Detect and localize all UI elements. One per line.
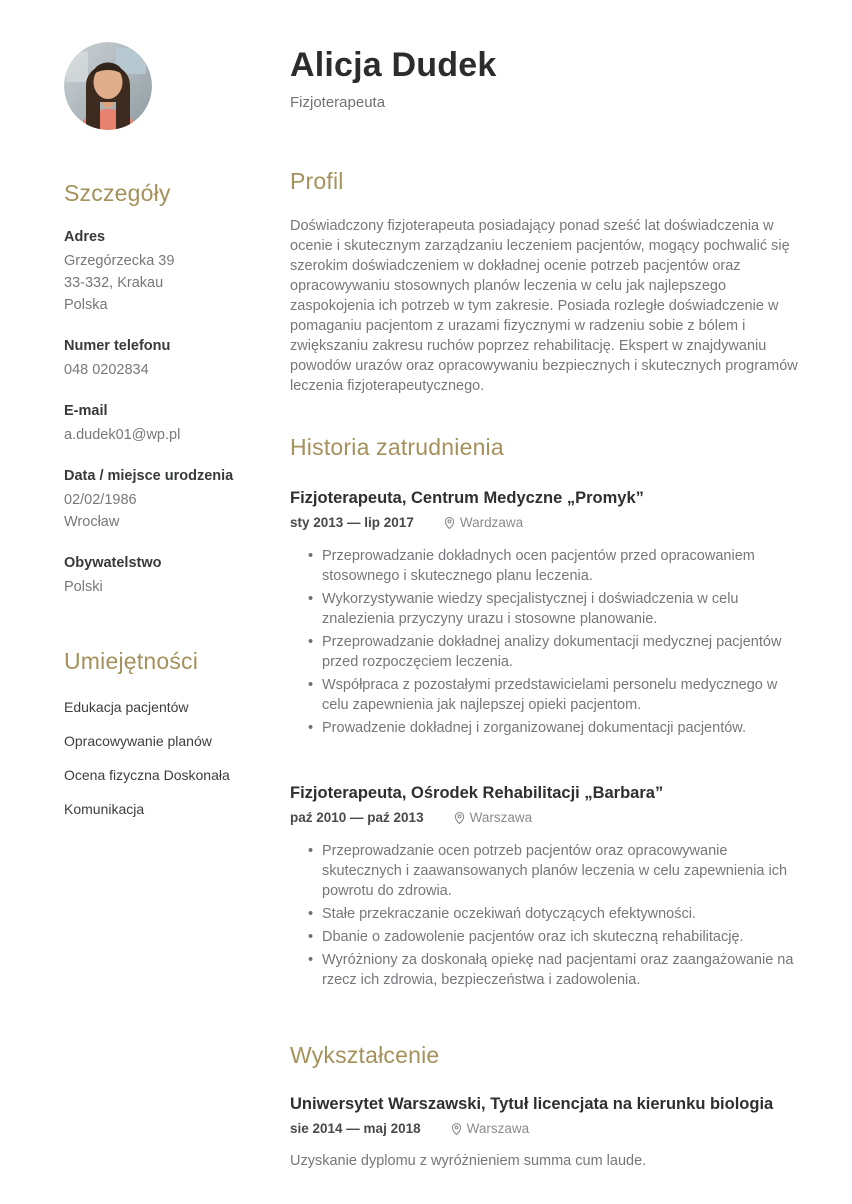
job-bullet: • Wyróżniony za doskonałą opiekę nad pacjentami oraz zaangażowanie na rzecz ich zdrowia, bezpieczeństwa i zadowolenia. xyxy=(322,950,800,990)
details-heading: Szczegóły xyxy=(64,180,171,206)
job-location xyxy=(454,810,533,825)
job-bullet: • Dbanie o zadowolenie pacjentów oraz ich skuteczną rehabilitację. xyxy=(322,927,800,947)
location-pin-icon xyxy=(454,811,465,825)
job-location xyxy=(444,515,523,530)
skill-item: Opracowywanie planów xyxy=(64,733,212,750)
profile-heading: Profil xyxy=(290,168,344,194)
education-dates: sie 2014 — maj 2018 xyxy=(290,1121,421,1136)
job-bullet: • Współpraca z pozostałymi przedstawicielami personelu medycznego w celu zapewnienia jak najlepszej opieki pacjentom. xyxy=(322,675,800,715)
skills-heading: Umiejętności xyxy=(64,648,199,675)
job-bullet: • Wykorzystywanie wiedzy specjalistycznej i doświadczenia w celu znalezienia przyczyny urazu i stosowne planowanie. xyxy=(322,589,800,629)
profile-text: Doświadczony fizjoterapeuta posiadający ponad sześć lat doświadczenia w ocenie i skutecznym zarządzaniu leczeniem pacjentów, mogący pochwalić się szerokim doświadczeniem w dokładnej ocenie potrzeb pacjentów oraz opracowywaniu stosownych planów leczenia w celu jak najlepszego zaspokojenia ich potrzeb w tym zakresie. Posiada rozległe doświadczenie w pomaganiu pacjentom z urazami fizycznymi w radzeniu sobie z bólem i zwiększaniu zakresu ruchów poprzez rehabilitację. Ekspert w znajdywaniu powodów urazów oraz opracowywaniu bezpiecznych i skutecznych programów leczenia fizjoterapeutycznego. xyxy=(290,218,798,394)
education-description: Uzyskanie dyplomu z wyróżnieniem summa cum laude. xyxy=(290,1153,647,1169)
location-pin-icon xyxy=(444,516,455,530)
skill-item: Ocena fizyczna Doskonała xyxy=(64,767,230,784)
job-location-text: Warszawa xyxy=(469,810,533,825)
job-entry xyxy=(290,489,800,738)
job-entry xyxy=(290,784,800,990)
job-bullet: • Przeprowadzanie ocen potrzeb pacjentów oraz opracowywanie skutecznych i zaawansowanych planów leczenia w celu zapewnienia ich powrotu do zdrowia. xyxy=(322,841,800,901)
sidebar xyxy=(64,0,236,1204)
education-location-text: Warszawa xyxy=(466,1121,530,1136)
detail-value: 048 0202834 xyxy=(64,362,149,379)
education-meta xyxy=(290,1121,800,1136)
job-dates: paź 2010 — paź 2013 xyxy=(290,810,424,825)
detail-phone xyxy=(64,338,236,381)
employment-heading: Historia zatrudnienia xyxy=(290,434,504,460)
education-entry xyxy=(290,1095,800,1169)
detail-address xyxy=(64,229,236,316)
job-meta xyxy=(290,810,800,825)
person-name: Alicja Dudek xyxy=(290,46,497,84)
detail-value: Polski xyxy=(64,579,103,596)
detail-label: Adres xyxy=(64,229,106,245)
skill-item: Edukacja pacjentów xyxy=(64,699,189,716)
detail-birth xyxy=(64,468,236,533)
education-heading: Wykształcenie xyxy=(290,1042,440,1068)
education-location xyxy=(451,1121,530,1136)
skills-list xyxy=(64,699,236,817)
skill-item: Komunikacja xyxy=(64,801,145,818)
detail-label: Data / miejsce urodzenia xyxy=(64,468,234,485)
profile-photo xyxy=(64,42,152,130)
detail-value: 33-332, Krakau xyxy=(64,275,164,292)
detail-value: Wrocław xyxy=(64,514,120,531)
person-job-title: Fizjoterapeuta xyxy=(290,94,386,111)
job-dates: sty 2013 — lip 2017 xyxy=(290,515,414,530)
job-meta xyxy=(290,515,800,530)
main-column xyxy=(290,0,800,1204)
detail-label: E-mail xyxy=(64,403,108,420)
job-title: Fizjoterapeuta, Centrum Medyczne „Promyk” xyxy=(290,489,644,507)
detail-citizenship xyxy=(64,555,236,598)
job-bullet: • Przeprowadzanie dokładnych ocen pacjentów przed opracowaniem stosownego i skutecznego planu leczenia. xyxy=(322,546,800,586)
profile-photo-image xyxy=(64,42,152,130)
job-location-text: Wardzawa xyxy=(459,515,524,530)
job-bullet-list xyxy=(290,546,800,738)
location-pin-icon xyxy=(451,1122,462,1136)
detail-value: 02/02/1986 xyxy=(64,492,137,509)
detail-value: Polska xyxy=(64,297,108,314)
job-title: Fizjoterapeuta, Ośrodek Rehabilitacji „Barbara” xyxy=(290,784,664,802)
detail-value: Grzegórzecka 39 xyxy=(64,253,175,269)
job-bullet: • Prowadzenie dokładnej i zorganizowanej dokumentacji pacjentów. xyxy=(322,718,800,738)
detail-label: Obywatelstwo xyxy=(64,555,162,572)
job-bullet: • Przeprowadzanie dokładnej analizy dokumentacji medycznej pacjentów przed rozpoczęciem leczenia. xyxy=(322,632,800,672)
detail-email xyxy=(64,403,236,446)
job-bullet: • Stałe przekraczanie oczekiwań dotyczących efektywności. xyxy=(322,904,800,924)
detail-value: a.dudek01@wp.pl xyxy=(64,427,181,444)
education-title: Uniwersytet Warszawski, Tytuł licencjata na kierunku biologia xyxy=(290,1095,774,1113)
detail-label: Numer telefonu xyxy=(64,338,171,355)
job-bullet-list xyxy=(290,841,800,990)
